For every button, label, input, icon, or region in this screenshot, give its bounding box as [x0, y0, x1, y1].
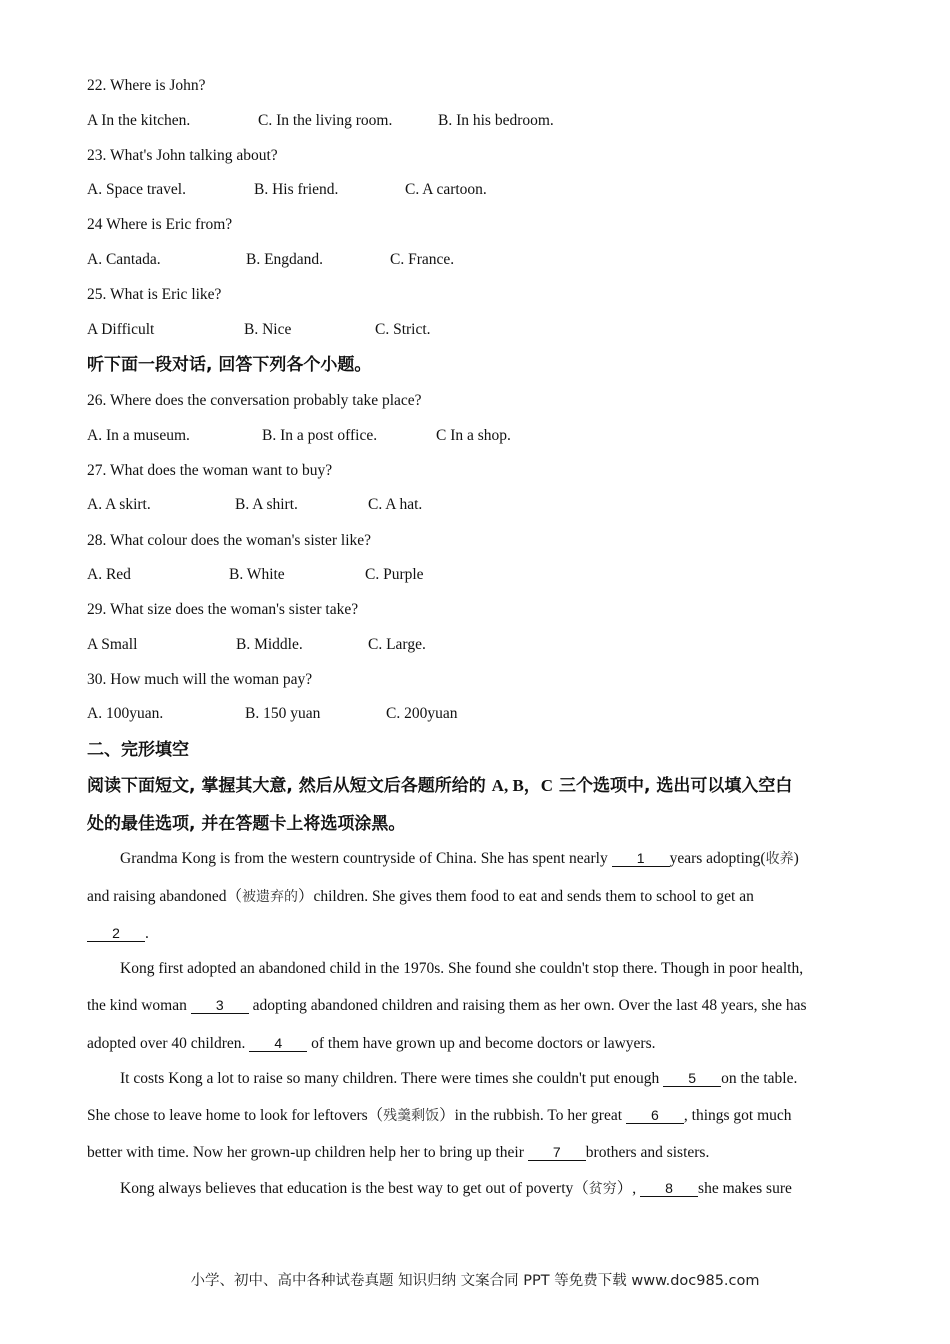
option: A. Space travel. [87, 181, 186, 198]
question-29: 29. What size does the woman's sister take? [87, 601, 359, 618]
instruction-text: 三个选项中, 选出可以填入空白 [553, 776, 793, 796]
passage-text: she makes sure [698, 1180, 792, 1197]
page-footer: 小学、初中、高中各种试卷真题 知识归纳 文案合同 PPT 等免费下载 www.doc985.com [190, 1273, 760, 1289]
question-23: 23. What's John talking about? [87, 147, 278, 164]
passage-line [87, 887, 754, 907]
passage-text: . [145, 925, 149, 942]
option: B. A shirt. [235, 496, 298, 513]
passage-text: the kind woman [87, 997, 191, 1014]
option: C. A hat. [368, 496, 423, 513]
question-24: 24 Where is Eric from? [87, 216, 233, 233]
passage-line [87, 996, 807, 1016]
option: B. Engdand. [246, 251, 324, 268]
blank-8: 8 [640, 1180, 698, 1197]
option: A Small [87, 636, 138, 653]
option: B. 150 yuan [245, 705, 321, 722]
option: B. In a post office. [262, 427, 378, 444]
chinese-gloss: 被遗弃的 [241, 889, 298, 905]
passage-text: adopting abandoned children and raising them as her own. Over the last 48 years, she has [248, 997, 807, 1014]
option: C. Strict. [375, 321, 431, 338]
blank-1: 1 [612, 850, 670, 867]
passage-text: years adopting( [669, 850, 766, 867]
blank-7: 7 [528, 1144, 586, 1161]
passage-line [87, 1143, 709, 1163]
passage-text: and raising abandoned（ [87, 888, 242, 905]
passage-text: better with time. Now her grown-up children help her to bring up their [87, 1144, 528, 1161]
chinese-gloss: 贫穷 [588, 1181, 617, 1197]
passage-text: Kong always believes that education is the best way to get out of poverty（ [120, 1180, 589, 1197]
question-25: 25. What is Eric like? [87, 286, 222, 303]
question-28: 28. What colour does the woman's sister like? [87, 532, 372, 549]
option: A In the kitchen. [87, 112, 191, 129]
passage-text: , things got much [683, 1107, 792, 1124]
option: A. Cantada. [87, 251, 161, 268]
passage-text: Grandma Kong is from the western countryside of China. She has spent nearly [120, 850, 612, 867]
option: A. In a museum. [87, 427, 190, 444]
section-title: 二、完形填空 [87, 740, 189, 760]
blank-6: 6 [626, 1107, 684, 1124]
option: B. Middle. [236, 636, 303, 653]
listening-instruction: 听下面一段对话, 回答下列各个小题。 [87, 355, 372, 375]
passage-text: ) [793, 850, 799, 867]
instruction-text: 阅读下面短文, 掌握其大意, 然后从短文后各题所给的 [87, 776, 492, 796]
option: C. France. [390, 251, 455, 268]
passage-line: Kong first adopted an abandoned child in the 1970s. She found she couldn't stop there. Though in poor health, [120, 960, 804, 977]
passage-text: She chose to leave home to look for leftovers（ [87, 1107, 384, 1124]
chinese-gloss: 残羹剩饭 [383, 1108, 440, 1124]
passage-line [87, 1034, 655, 1054]
blank-5: 5 [663, 1070, 721, 1087]
passage-text: of them have grown up and become doctors or lawyers. [307, 1035, 656, 1052]
option: C. In the living room. [258, 112, 393, 129]
option: B. In his bedroom. [438, 112, 554, 129]
passage-text: on the table. [721, 1070, 798, 1087]
passage-text: adopted over 40 children. [87, 1035, 250, 1052]
option: B. His friend. [254, 181, 339, 198]
blank-2: 2 [87, 925, 145, 942]
question-30: 30. How much will the woman pay? [87, 671, 313, 688]
question-26: 26. Where does the conversation probably take place? [87, 392, 422, 409]
passage-text: brothers and sisters. [585, 1144, 710, 1161]
option: C. 200yuan [386, 705, 458, 722]
cloze-instruction-line1 [87, 774, 792, 798]
passage-text: ）children. She gives them food to eat and sends them to school to get an [297, 888, 754, 905]
passage-text: It costs Kong a lot to raise so many children. There were times she couldn't put enough [120, 1070, 664, 1087]
question-27: 27. What does the woman want to buy? [87, 462, 333, 479]
question-22: 22. Where is John? [87, 77, 206, 94]
cloze-instruction-line2: 处的最佳选项, 并在答题卡上将选项涂黑。 [87, 814, 406, 834]
passage-text: ）in the rubbish. To her great [439, 1107, 626, 1124]
chinese-gloss: 收养 [765, 851, 794, 867]
option: B. White [229, 566, 285, 583]
option: C In a shop. [436, 427, 511, 444]
blank-3: 3 [191, 997, 249, 1014]
option: C. Purple [365, 566, 424, 583]
option: C. A cartoon. [405, 181, 487, 198]
passage-line [120, 1179, 792, 1199]
option: A. A skirt. [87, 496, 151, 513]
blank-4: 4 [249, 1035, 307, 1052]
passage-line [120, 1069, 797, 1089]
passage-line [87, 924, 149, 944]
instruction-options: A, B，C [491, 776, 554, 795]
passage-line [87, 1106, 792, 1126]
option: C. Large. [368, 636, 426, 653]
option: A. Red [87, 566, 131, 583]
option: A Difficult [87, 321, 155, 338]
option: B. Nice [244, 321, 292, 338]
passage-text: ）, [616, 1180, 641, 1197]
option: A. 100yuan. [87, 705, 164, 722]
passage-line [120, 849, 799, 869]
